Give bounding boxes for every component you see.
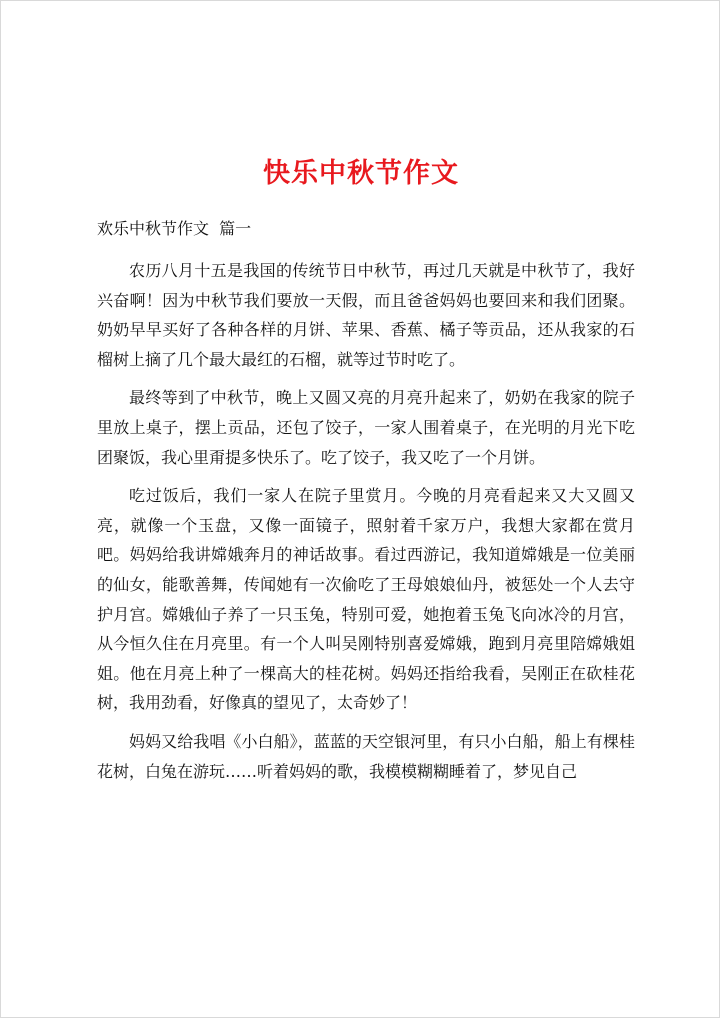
paragraph: 最终等到了中秋节，晚上又圆又亮的月亮升起来了，奶奶在我家的院子里放上桌子，摆上贡品，还包了饺子，一家人围着桌子，在光明的月光下吃团聚饭，我心里甭提多快乐了。吃了饺子，我又吃了一个月饼。 [97, 388, 635, 467]
paragraph: 吃过饭后，我们一家人在院子里赏月。今晚的月亮看起来又大又圆又亮，就像一个玉盘，又像一面镜子，照射着千家万户，我想大家都在赏月吧。妈妈给我讲嫦娥奔月的神话故事。看过西游记，我知道嫦娥是一位美丽的仙女，能歌善舞，传闻她有一次偷吃了王母娘娘仙丹，被惩处一个人去守护月宫。嫦娥仙子养了一只玉兔，特别可爱，她抱着玉兔飞向冰冷的月宫，从今恒久住在月亮里。有一个人叫吴刚特别喜爱嫦娥，跑到月亮里陪嫦娥姐姐。他在月亮上种了一棵高大的桂花树。妈妈还指给我看，吴刚正在砍桂花树，我用劲看，好像真的望见了，太奇妙了！ [97, 486, 635, 713]
paragraph: 妈妈又给我唱《小白船》，蓝蓝的天空银河里，有只小白船，船上有棵桂花树，白兔在游玩……听着妈妈的歌，我模模糊糊睡着了，梦见自己 [97, 731, 635, 781]
paragraph: 农历八月十五是我国的传统节日中秋节，再过几天就是中秋节了，我好兴奋啊！因为中秋节我们要放一天假，而且爸爸妈妈也要回来和我们团聚。奶奶早早买好了各种各样的月饼、苹果、香蕉、橘子等贡品，还从我家的石榴树上摘了几个最大最红的石榴，就等过节时吃了。 [97, 261, 635, 369]
document-title: 快乐中秋节作文 [263, 158, 459, 189]
section-heading: 欢乐中秋节作文 篇一 [97, 219, 252, 238]
document-body [97, 256, 635, 795]
